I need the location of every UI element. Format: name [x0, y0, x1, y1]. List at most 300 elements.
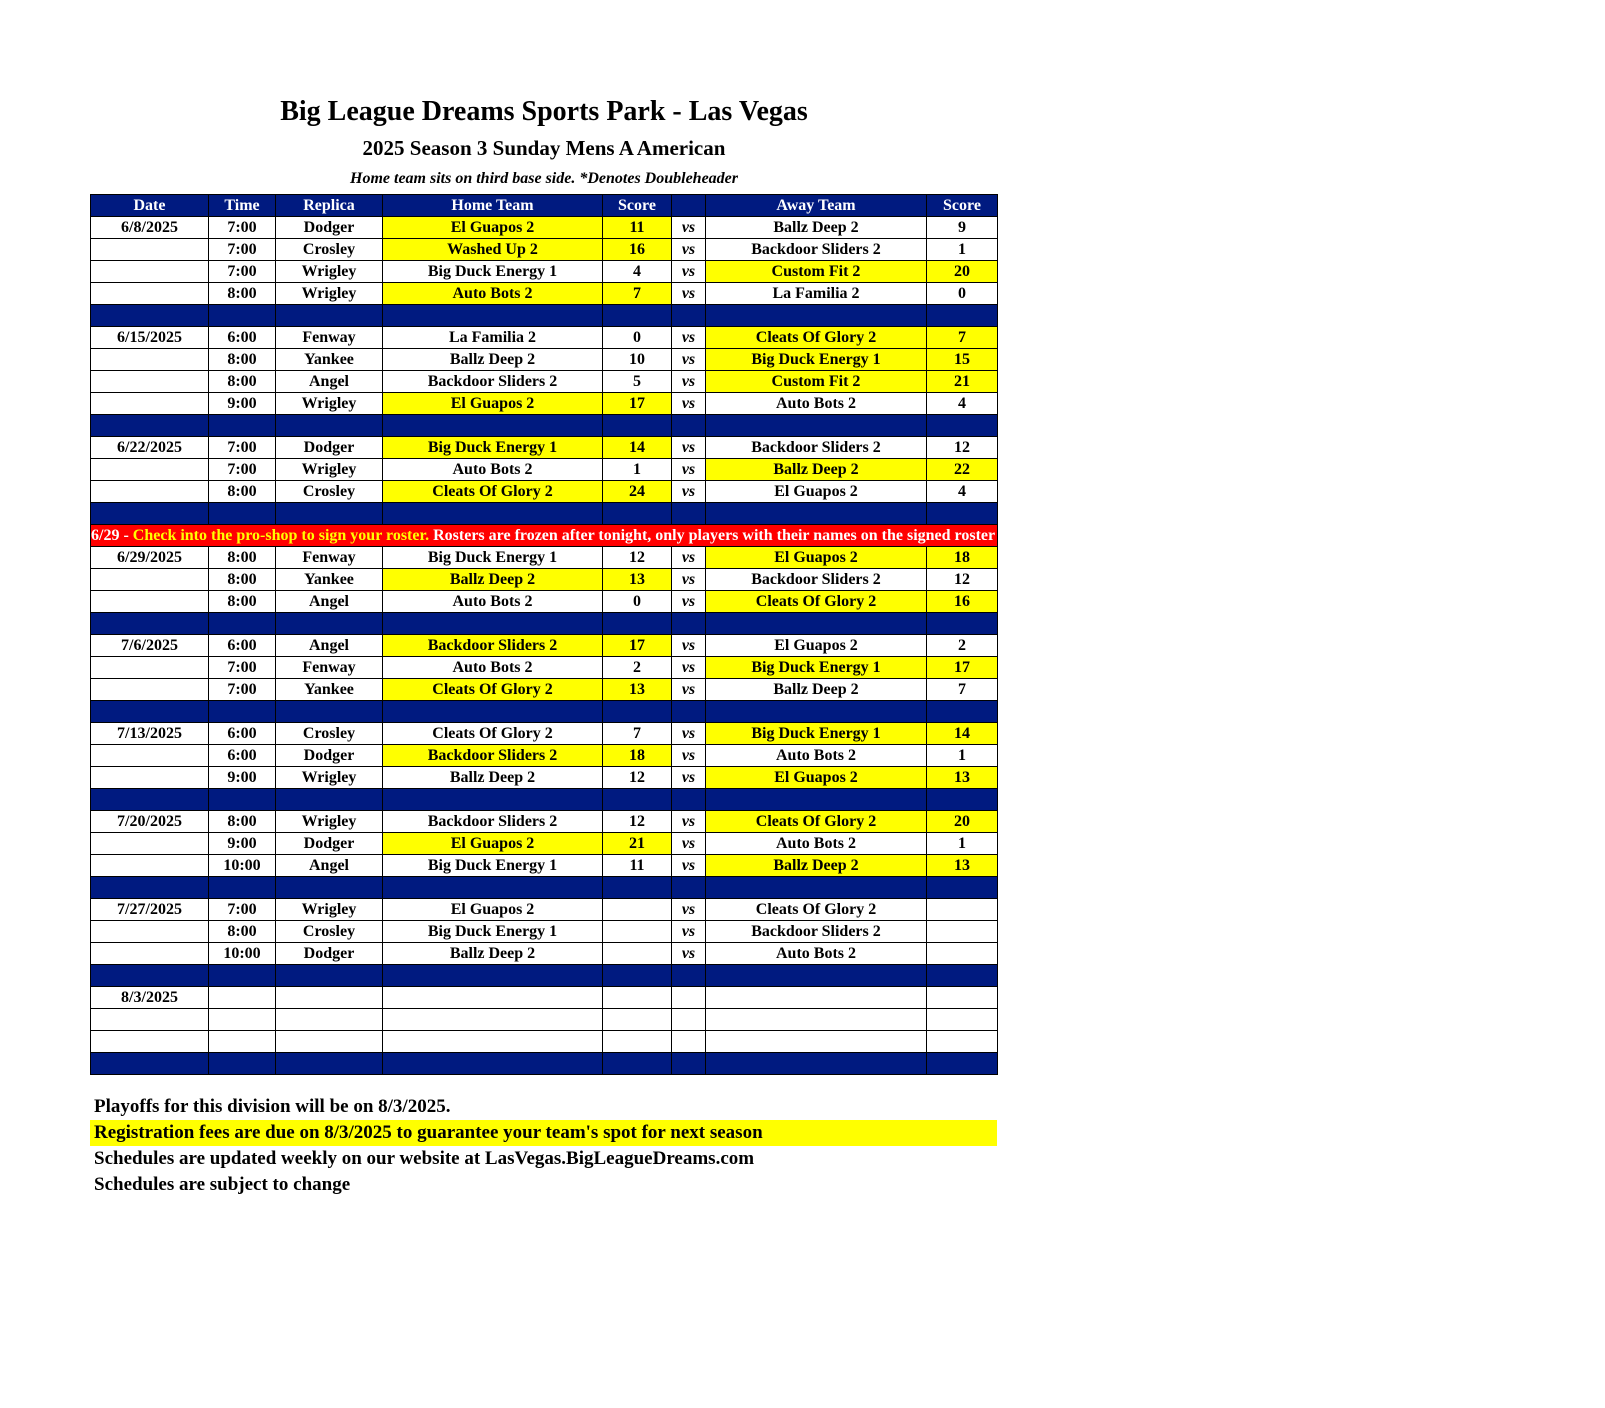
empty-cell: [383, 987, 603, 1009]
separator-row: [91, 415, 998, 437]
empty-cell: [383, 1009, 603, 1031]
game-row: [91, 349, 998, 371]
time-cell: 7:00: [209, 459, 276, 481]
home-team-cell: Big Duck Energy 1: [383, 855, 603, 877]
separator-row: [91, 965, 998, 987]
away-score-cell: [927, 921, 998, 943]
separator-cell: [603, 877, 672, 899]
home-score-cell: 17: [603, 635, 672, 657]
separator-cell: [927, 415, 998, 437]
home-team-cell: Washed Up 2: [383, 239, 603, 261]
separator-cell: [672, 965, 706, 987]
away-score-cell: 1: [927, 745, 998, 767]
separator-cell: [603, 613, 672, 635]
page-subtitle: 2025 Season 3 Sunday Mens A American: [362, 136, 726, 160]
separator-cell: [927, 1053, 998, 1075]
field-cell: Angel: [276, 855, 383, 877]
away-team-cell: Cleats Of Glory 2: [706, 591, 927, 613]
game-row: [91, 393, 998, 415]
separator-cell: [383, 305, 603, 327]
empty-cell: [603, 987, 672, 1009]
notice-highlight: Check into the pro-shop to sign your roster.: [132, 526, 430, 544]
date-cell: [91, 745, 209, 767]
home-team-cell: Backdoor Sliders 2: [383, 635, 603, 657]
away-score-cell: 0: [927, 283, 998, 305]
field-cell: Angel: [276, 371, 383, 393]
away-team-cell: Backdoor Sliders 2: [706, 569, 927, 591]
separator-cell: [209, 877, 276, 899]
separator-cell: [706, 877, 927, 899]
separator-cell: [672, 503, 706, 525]
away-score-cell: 1: [927, 833, 998, 855]
field-cell: Dodger: [276, 833, 383, 855]
home-score-cell: 12: [603, 767, 672, 789]
home-score-cell: 10: [603, 349, 672, 371]
separator-cell: [603, 1053, 672, 1075]
home-team-cell: Ballz Deep 2: [383, 569, 603, 591]
empty-cell: [209, 1031, 276, 1053]
field-cell: Crosley: [276, 723, 383, 745]
time-cell: 8:00: [209, 283, 276, 305]
home-score-cell: 13: [603, 679, 672, 701]
time-cell: 6:00: [209, 723, 276, 745]
away-team-cell: Backdoor Sliders 2: [706, 437, 927, 459]
time-cell: 7:00: [209, 657, 276, 679]
away-score-cell: [927, 943, 998, 965]
away-score-cell: 17: [927, 657, 998, 679]
separator-cell: [706, 305, 927, 327]
col-vs: [672, 195, 706, 217]
vs-cell: vs: [672, 591, 706, 613]
separator-cell: [209, 965, 276, 987]
away-team-cell: El Guapos 2: [706, 481, 927, 503]
home-score-cell: 17: [603, 393, 672, 415]
date-cell: 7/6/2025: [91, 635, 209, 657]
home-team-cell: Auto Bots 2: [383, 591, 603, 613]
home-team-cell: Backdoor Sliders 2: [383, 745, 603, 767]
game-row: [91, 437, 998, 459]
separator-cell: [383, 613, 603, 635]
time-cell: 6:00: [209, 327, 276, 349]
separator-cell: [706, 415, 927, 437]
home-score-cell: 13: [603, 569, 672, 591]
separator-cell: [209, 305, 276, 327]
date-cell: [91, 393, 209, 415]
vs-cell: vs: [672, 481, 706, 503]
vs-cell: vs: [672, 833, 706, 855]
home-team-cell: Cleats Of Glory 2: [383, 481, 603, 503]
separator-cell: [383, 789, 603, 811]
game-row: [91, 745, 998, 767]
away-team-cell: Custom Fit 2: [706, 371, 927, 393]
game-row: [91, 261, 998, 283]
field-cell: Yankee: [276, 679, 383, 701]
home-score-cell: 24: [603, 481, 672, 503]
empty-cell: [672, 1031, 706, 1053]
empty-cell: [706, 987, 927, 1009]
game-row: [91, 723, 998, 745]
separator-cell: [91, 965, 209, 987]
field-cell: Wrigley: [276, 393, 383, 415]
date-cell: [91, 261, 209, 283]
time-cell: 8:00: [209, 371, 276, 393]
time-cell: 7:00: [209, 217, 276, 239]
time-cell: 8:00: [209, 349, 276, 371]
date-cell: [91, 657, 209, 679]
separator-cell: [209, 613, 276, 635]
field-cell: Crosley: [276, 921, 383, 943]
footer-line: Schedules are updated weekly on our website at LasVegas.BigLeagueDreams.com: [94, 1148, 755, 1169]
date-cell: [91, 1031, 209, 1053]
time-cell: 10:00: [209, 943, 276, 965]
vs-cell: vs: [672, 855, 706, 877]
separator-cell: [209, 503, 276, 525]
away-team-cell: Cleats Of Glory 2: [706, 327, 927, 349]
away-score-cell: 20: [927, 811, 998, 833]
separator-cell: [706, 789, 927, 811]
date-cell: [91, 767, 209, 789]
separator-cell: [603, 305, 672, 327]
away-team-cell: Auto Bots 2: [706, 745, 927, 767]
vs-cell: vs: [672, 437, 706, 459]
game-row: [91, 569, 998, 591]
home-team-cell: El Guapos 2: [383, 393, 603, 415]
date-cell: [91, 459, 209, 481]
separator-cell: [209, 415, 276, 437]
game-row: [91, 943, 998, 965]
away-team-cell: Custom Fit 2: [706, 261, 927, 283]
away-score-cell: 21: [927, 371, 998, 393]
away-team-cell: Cleats Of Glory 2: [706, 899, 927, 921]
col-time: Time: [209, 195, 276, 217]
col-home-team: Home Team: [383, 195, 603, 217]
date-cell: [91, 239, 209, 261]
separator-cell: [276, 965, 383, 987]
home-score-cell: [603, 921, 672, 943]
away-team-cell: Ballz Deep 2: [706, 855, 927, 877]
home-score-cell: 21: [603, 833, 672, 855]
col-replica: Replica: [276, 195, 383, 217]
empty-cell: [276, 987, 383, 1009]
separator-cell: [672, 305, 706, 327]
field-cell: Fenway: [276, 327, 383, 349]
separator-cell: [603, 415, 672, 437]
empty-cell: [706, 1031, 927, 1053]
vs-cell: vs: [672, 635, 706, 657]
separator-cell: [927, 877, 998, 899]
empty-row: [91, 1031, 998, 1053]
field-cell: Wrigley: [276, 459, 383, 481]
separator-cell: [927, 503, 998, 525]
date-cell: 6/15/2025: [91, 327, 209, 349]
separator-cell: [209, 701, 276, 723]
game-row: [91, 459, 998, 481]
vs-cell: vs: [672, 261, 706, 283]
away-score-cell: 4: [927, 481, 998, 503]
vs-cell: vs: [672, 723, 706, 745]
away-team-cell: Ballz Deep 2: [706, 459, 927, 481]
date-cell: [91, 833, 209, 855]
time-cell: 9:00: [209, 393, 276, 415]
separator-cell: [927, 965, 998, 987]
separator-cell: [276, 701, 383, 723]
away-score-cell: 18: [927, 547, 998, 569]
col-away-score: Score: [927, 195, 998, 217]
empty-cell: [209, 1009, 276, 1031]
away-team-cell: Cleats Of Glory 2: [706, 811, 927, 833]
footer-line: Registration fees are due on 8/3/2025 to guarantee your team's spot for next season: [90, 1120, 997, 1146]
separator-cell: [91, 415, 209, 437]
separator-cell: [672, 701, 706, 723]
away-team-cell: El Guapos 2: [706, 767, 927, 789]
time-cell: 8:00: [209, 569, 276, 591]
time-cell: 7:00: [209, 261, 276, 283]
vs-cell: vs: [672, 943, 706, 965]
home-score-cell: 0: [603, 327, 672, 349]
notice-date: 6/29 -: [91, 526, 133, 544]
separator-cell: [706, 613, 927, 635]
time-cell: 8:00: [209, 481, 276, 503]
home-score-cell: 1: [603, 459, 672, 481]
home-team-cell: Backdoor Sliders 2: [383, 811, 603, 833]
separator-row: [91, 877, 998, 899]
col-home-score: Score: [603, 195, 672, 217]
vs-cell: vs: [672, 217, 706, 239]
separator-cell: [91, 305, 209, 327]
date-cell: [91, 371, 209, 393]
separator-cell: [276, 305, 383, 327]
vs-cell: vs: [672, 327, 706, 349]
separator-cell: [91, 613, 209, 635]
vs-cell: vs: [672, 239, 706, 261]
separator-row: [91, 701, 998, 723]
time-cell: 6:00: [209, 745, 276, 767]
empty-cell: [927, 1031, 998, 1053]
roster-notice: [91, 525, 1605, 547]
date-cell: [91, 349, 209, 371]
field-cell: Crosley: [276, 481, 383, 503]
vs-cell: vs: [672, 393, 706, 415]
field-cell: Angel: [276, 591, 383, 613]
time-cell: 9:00: [209, 833, 276, 855]
date-cell: [91, 943, 209, 965]
vs-cell: vs: [672, 767, 706, 789]
away-score-cell: 9: [927, 217, 998, 239]
home-team-cell: Cleats Of Glory 2: [383, 679, 603, 701]
empty-cell: [706, 1009, 927, 1031]
empty-cell: [603, 1031, 672, 1053]
separator-cell: [603, 789, 672, 811]
game-row: [91, 327, 998, 349]
empty-cell: [927, 1009, 998, 1031]
empty-cell: [276, 1031, 383, 1053]
away-score-cell: 22: [927, 459, 998, 481]
game-row: [91, 855, 998, 877]
field-cell: Fenway: [276, 657, 383, 679]
time-cell: 9:00: [209, 767, 276, 789]
separator-cell: [603, 701, 672, 723]
time-cell: 7:00: [209, 679, 276, 701]
away-team-cell: El Guapos 2: [706, 547, 927, 569]
home-team-cell: Big Duck Energy 1: [383, 921, 603, 943]
field-cell: Fenway: [276, 547, 383, 569]
field-cell: Dodger: [276, 217, 383, 239]
home-score-cell: [603, 943, 672, 965]
game-row: [91, 679, 998, 701]
away-score-cell: 13: [927, 767, 998, 789]
separator-cell: [383, 877, 603, 899]
date-cell: [91, 569, 209, 591]
empty-row: [91, 1009, 998, 1031]
home-score-cell: 4: [603, 261, 672, 283]
away-team-cell: Ballz Deep 2: [706, 217, 927, 239]
home-score-cell: 18: [603, 745, 672, 767]
separator-cell: [276, 1053, 383, 1075]
away-score-cell: 7: [927, 327, 998, 349]
separator-cell: [276, 503, 383, 525]
time-cell: 7:00: [209, 899, 276, 921]
field-cell: Wrigley: [276, 261, 383, 283]
home-team-cell: Backdoor Sliders 2: [383, 371, 603, 393]
date-cell: 8/3/2025: [91, 987, 209, 1009]
field-cell: Angel: [276, 635, 383, 657]
vs-cell: vs: [672, 547, 706, 569]
separator-row: [91, 1053, 998, 1075]
empty-cell: [672, 987, 706, 1009]
empty-cell: [603, 1009, 672, 1031]
date-cell: [91, 855, 209, 877]
empty-cell: [927, 987, 998, 1009]
away-team-cell: Backdoor Sliders 2: [706, 239, 927, 261]
separator-cell: [209, 1053, 276, 1075]
date-cell: 7/20/2025: [91, 811, 209, 833]
away-score-cell: 16: [927, 591, 998, 613]
col-date: Date: [91, 195, 209, 217]
separator-cell: [603, 503, 672, 525]
away-score-cell: 7: [927, 679, 998, 701]
date-cell: 6/29/2025: [91, 547, 209, 569]
away-team-cell: El Guapos 2: [706, 635, 927, 657]
separator-cell: [383, 503, 603, 525]
vs-cell: vs: [672, 921, 706, 943]
footer-notes: [90, 1094, 997, 1198]
notice-text: Rosters are frozen after tonight, only players with their names on the signed roster are eligible for playoffs. Please check carefully as changes will not be made for omissions.: [429, 526, 1605, 544]
time-cell: 7:00: [209, 239, 276, 261]
separator-cell: [927, 305, 998, 327]
away-score-cell: 13: [927, 855, 998, 877]
home-score-cell: [603, 899, 672, 921]
separator-cell: [91, 1053, 209, 1075]
separator-cell: [927, 701, 998, 723]
game-row: [91, 635, 998, 657]
separator-cell: [383, 965, 603, 987]
field-cell: Dodger: [276, 943, 383, 965]
game-row: [91, 811, 998, 833]
away-score-cell: 1: [927, 239, 998, 261]
separator-cell: [276, 415, 383, 437]
time-cell: 8:00: [209, 591, 276, 613]
separator-cell: [276, 877, 383, 899]
away-score-cell: 12: [927, 437, 998, 459]
vs-cell: vs: [672, 283, 706, 305]
empty-cell: [209, 987, 276, 1009]
home-score-cell: 7: [603, 723, 672, 745]
field-cell: Wrigley: [276, 811, 383, 833]
field-cell: Crosley: [276, 239, 383, 261]
home-score-cell: 14: [603, 437, 672, 459]
footer-line: Playoffs for this division will be on 8/3/2025.: [94, 1096, 451, 1117]
home-team-cell: Ballz Deep 2: [383, 943, 603, 965]
separator-cell: [672, 1053, 706, 1075]
game-row: [91, 899, 998, 921]
away-score-cell: 12: [927, 569, 998, 591]
vs-cell: vs: [672, 349, 706, 371]
home-team-cell: Auto Bots 2: [383, 657, 603, 679]
home-team-cell: El Guapos 2: [383, 899, 603, 921]
time-cell: 8:00: [209, 547, 276, 569]
vs-cell: vs: [672, 657, 706, 679]
separator-cell: [383, 415, 603, 437]
field-cell: Wrigley: [276, 283, 383, 305]
separator-cell: [383, 1053, 603, 1075]
date-cell: [91, 679, 209, 701]
date-cell: 7/27/2025: [91, 899, 209, 921]
vs-cell: vs: [672, 811, 706, 833]
home-score-cell: 11: [603, 217, 672, 239]
field-cell: Dodger: [276, 745, 383, 767]
vs-cell: vs: [672, 459, 706, 481]
col-away-team: Away Team: [706, 195, 927, 217]
home-team-cell: El Guapos 2: [383, 217, 603, 239]
away-score-cell: 4: [927, 393, 998, 415]
schedule-table: [90, 194, 1605, 1075]
time-cell: 6:00: [209, 635, 276, 657]
home-score-cell: 11: [603, 855, 672, 877]
separator-cell: [672, 613, 706, 635]
time-cell: 7:00: [209, 437, 276, 459]
home-team-cell: Auto Bots 2: [383, 283, 603, 305]
field-cell: Dodger: [276, 437, 383, 459]
vs-cell: vs: [672, 899, 706, 921]
away-score-cell: 14: [927, 723, 998, 745]
game-row: [91, 657, 998, 679]
separator-cell: [706, 965, 927, 987]
separator-cell: [383, 701, 603, 723]
separator-cell: [276, 789, 383, 811]
separator-cell: [603, 965, 672, 987]
away-team-cell: Ballz Deep 2: [706, 679, 927, 701]
separator-cell: [91, 503, 209, 525]
separator-cell: [672, 415, 706, 437]
date-cell: [91, 591, 209, 613]
field-cell: Yankee: [276, 569, 383, 591]
home-score-cell: 12: [603, 547, 672, 569]
home-team-cell: Ballz Deep 2: [383, 349, 603, 371]
game-row: [91, 767, 998, 789]
footer-line: Schedules are subject to change: [94, 1174, 351, 1195]
game-row: [91, 547, 998, 569]
empty-cell: [276, 1009, 383, 1031]
date-cell: 6/22/2025: [91, 437, 209, 459]
away-score-cell: 2: [927, 635, 998, 657]
game-row: [91, 591, 998, 613]
separator-cell: [91, 701, 209, 723]
game-row: [91, 283, 998, 305]
home-score-cell: 5: [603, 371, 672, 393]
away-team-cell: Auto Bots 2: [706, 833, 927, 855]
home-score-cell: 2: [603, 657, 672, 679]
home-team-cell: Auto Bots 2: [383, 459, 603, 481]
